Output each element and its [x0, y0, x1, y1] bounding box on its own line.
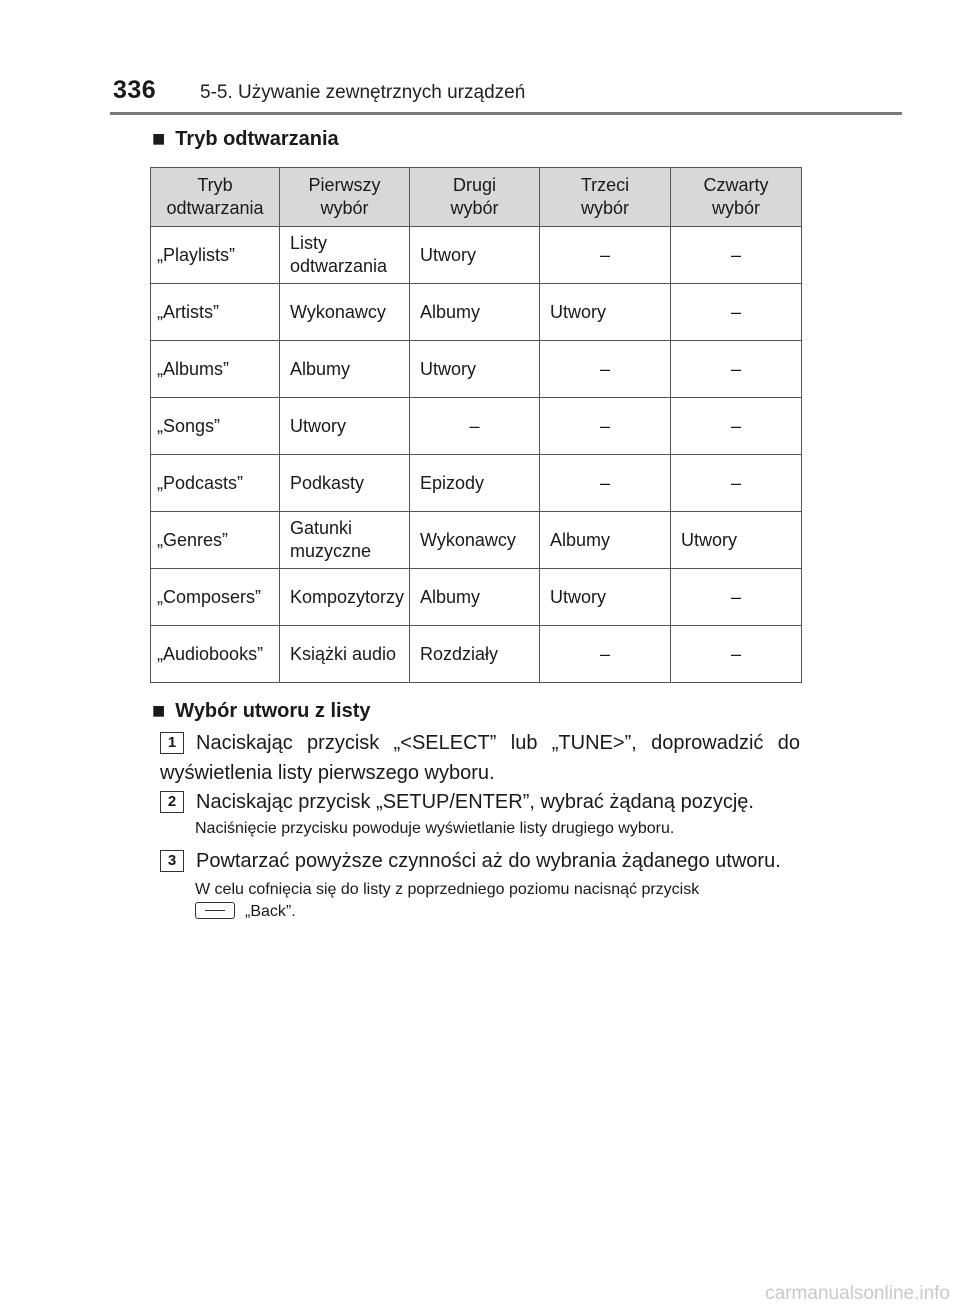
table-row: [151, 512, 802, 569]
table-row: [151, 626, 802, 683]
table-cell: Kompozytorzy: [280, 569, 410, 626]
step-text: Naciskając przycisk „SETUP/ENTER”, wybrać żądaną pozycję.: [196, 791, 754, 813]
square-bullet-icon: ■: [152, 126, 166, 151]
step-text: Powtarzać powyższe czynności aż do wybrania żądanego utworu.: [196, 850, 781, 872]
step-number-badge: 2: [160, 791, 184, 813]
step-3-note-text: W celu cofnięcia się do listy z poprzedniego poziomu nacisnąć przycisk: [195, 881, 700, 898]
table-cell: „Genres”: [151, 512, 280, 569]
table-cell: –: [410, 398, 540, 455]
table-cell: Utwory: [540, 569, 671, 626]
table-cell: Rozdziały: [410, 626, 540, 683]
table-header-cell: Drugi wybór: [410, 168, 540, 227]
table-cell: –: [671, 284, 802, 341]
page-header: [0, 0, 960, 116]
table-row: [151, 341, 802, 398]
table-cell: –: [671, 398, 802, 455]
table-cell: –: [540, 455, 671, 512]
table-cell: Albumy: [410, 569, 540, 626]
table-cell: Utwory: [671, 512, 802, 569]
table-cell: Książki audio: [280, 626, 410, 683]
table-cell: Albumy: [410, 284, 540, 341]
header-rule: [110, 112, 902, 115]
table-cell: „Albums”: [151, 341, 280, 398]
table-header-cell: Pierwszy wybór: [280, 168, 410, 227]
table-cell: „Audiobooks”: [151, 626, 280, 683]
table-header-cell: Czwarty wybór: [671, 168, 802, 227]
step-3: [160, 846, 820, 876]
table-cell: Listy odtwarzania: [280, 227, 410, 284]
step-number-badge: 3: [160, 850, 184, 872]
table-cell: Gatunki muzyczne: [280, 512, 410, 569]
table-cell: „Playlists”: [151, 227, 280, 284]
watermark: carmanualsonline.info: [765, 1283, 950, 1304]
table-header-cell: Trzeci wybór: [540, 168, 671, 227]
table-row: [151, 398, 802, 455]
square-bullet-icon: ■: [152, 698, 166, 723]
heading-playback-mode: [152, 125, 339, 151]
table-header-row: [151, 168, 802, 227]
step-2: [160, 787, 820, 817]
table-cell: Epizody: [410, 455, 540, 512]
table-cell: „Podcasts”: [151, 455, 280, 512]
table-cell: –: [540, 626, 671, 683]
heading-playback-mode-text: Tryb odtwarzania: [175, 128, 339, 150]
table-row: [151, 227, 802, 284]
table-cell: –: [671, 455, 802, 512]
step-2-note: Naciśnięcie przycisku powoduje wyświetlanie listy drugiego wyboru.: [195, 820, 675, 837]
heading-select-track-text: Wybór utworu z listy: [175, 700, 371, 722]
back-button-icon: [195, 902, 235, 919]
table-cell: Wykonawcy: [280, 284, 410, 341]
table-cell: Albumy: [280, 341, 410, 398]
table-row: [151, 569, 802, 626]
table-cell: Utwory: [410, 227, 540, 284]
back-label: „Back”.: [245, 903, 296, 920]
table-cell: Utwory: [280, 398, 410, 455]
table-cell: „Songs”: [151, 398, 280, 455]
table-cell: Utwory: [410, 341, 540, 398]
step-text: Naciskając przycisk „<SELECT” lub „TUNE>”, doprowadzić do wyświetlenia listy pierwszego wyboru.: [160, 732, 800, 784]
table-cell: –: [671, 227, 802, 284]
page-number: 336: [113, 76, 157, 104]
table-cell: Utwory: [540, 284, 671, 341]
playback-mode-table: [150, 167, 802, 683]
table-row: [151, 284, 802, 341]
table-row: [151, 455, 802, 512]
table-cell: –: [671, 341, 802, 398]
table-cell: „Composers”: [151, 569, 280, 626]
table-cell: „Artists”: [151, 284, 280, 341]
step-number-badge: 1: [160, 732, 184, 754]
table-cell: –: [540, 341, 671, 398]
step-1: [160, 728, 800, 788]
heading-select-track: [152, 697, 371, 723]
table-cell: Wykonawcy: [410, 512, 540, 569]
step-3-note: [195, 879, 805, 923]
table-cell: Podkasty: [280, 455, 410, 512]
table-cell: –: [671, 569, 802, 626]
table-cell: –: [540, 398, 671, 455]
table-header-cell: Tryb odtwarzania: [151, 168, 280, 227]
table-cell: –: [671, 626, 802, 683]
table-cell: Albumy: [540, 512, 671, 569]
section-title: 5-5. Używanie zewnętrznych urządzeń: [200, 82, 526, 103]
table-cell: –: [540, 227, 671, 284]
